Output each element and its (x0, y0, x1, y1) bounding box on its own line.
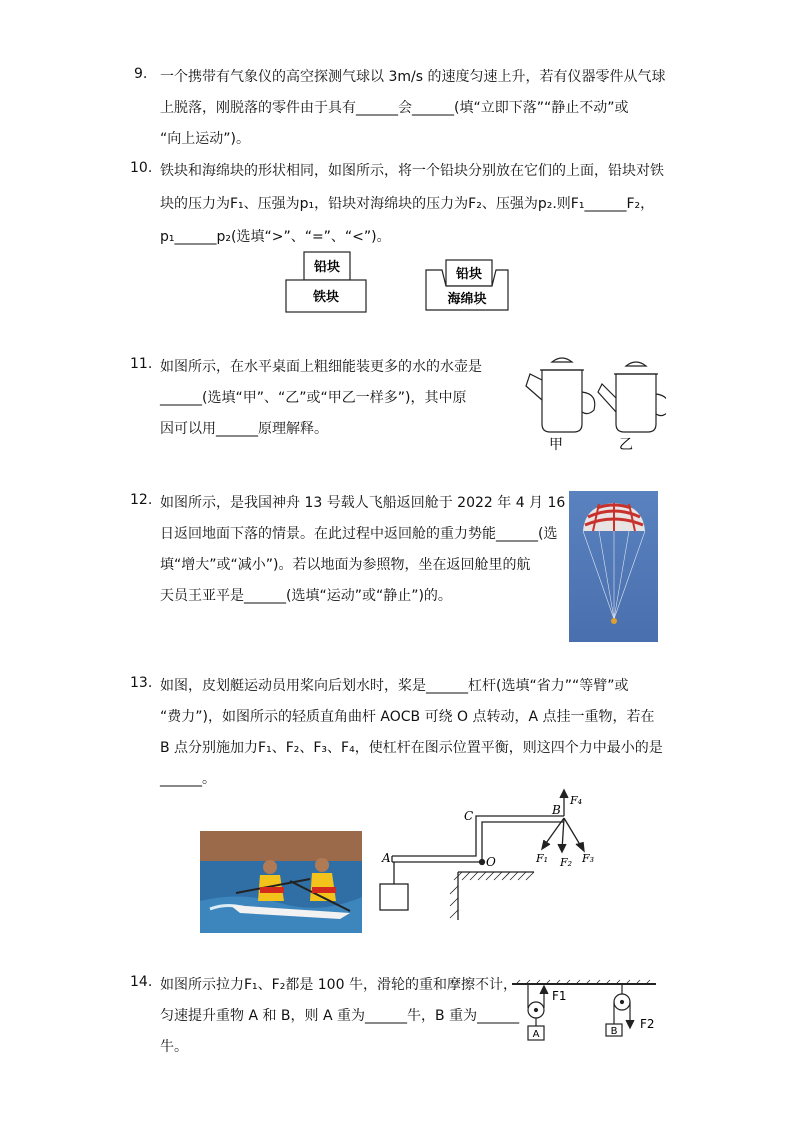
question-number: 12. (130, 492, 153, 508)
question-line: p₁______p₂(选填“>”、“=”、“<”)。 (160, 229, 391, 245)
lever-label-b: B (552, 803, 561, 817)
question-line: “费力”)，如图所示的轻质直角曲杆 AOCB 可绕 O 点转动，A 点挂一重物，若在 (160, 709, 655, 725)
sponge-block-label: 海绵块 (447, 292, 487, 307)
weight-label-b: B (610, 1026, 618, 1037)
question-line: 因可以用______原理解释。 (160, 421, 328, 437)
canoe-photo (200, 831, 362, 933)
pulleys-figure (508, 974, 660, 1046)
question-line: 如图所示，在水平桌面上粗细能装更多的水的水壶是 (160, 359, 482, 375)
question-line: 如图，皮划艇运动员用桨向后划水时，桨是______杠杆(选填“省力”“等臂”或 (160, 678, 629, 694)
force-label-f1: F₁ (536, 852, 549, 865)
parachute-photo (569, 491, 658, 642)
question-line: 一个携带有气象仪的高空探测气球以 3m/s 的速度匀速上升，若有仪器零件从气球 (160, 69, 666, 85)
lever-label-c: C (464, 809, 474, 823)
question-line: 铁块和海绵块的形状相同，如图所示，将一个铅块分别放在它们的上面，铅块对铁 (160, 163, 664, 179)
question-line: 如图所示拉力F₁、F₂都是 100 牛，滑轮的重和摩擦不计， (160, 977, 517, 993)
question-number: 10. (130, 160, 153, 176)
force-label-f4: F₄ (570, 794, 583, 807)
question-line: 天员王亚平是______(选填“运动”或“静止”)的。 (160, 588, 452, 604)
question-line: 块的压力为F₁、压强为p₁，铅块对海绵块的压力为F₂、压强为p₂.则F₁______F₂， (160, 196, 655, 212)
kettle-label-left: 甲 (549, 437, 563, 452)
lever-figure (372, 788, 612, 928)
pressure-blocks-figure (280, 248, 520, 318)
question-number: 13. (130, 675, 153, 691)
iron-block-label: 铁块 (312, 290, 340, 305)
lead-block-label-1: 铅块 (313, 260, 341, 275)
force-label-f3: F₃ (582, 852, 595, 865)
force-label-f2: F₂ (560, 856, 573, 869)
pulley-force-label-f2: F2 (640, 1017, 655, 1031)
question-line: 牛。 (160, 1039, 188, 1055)
pulley-force-label-f1: F1 (552, 989, 567, 1003)
question-number: 9. (134, 66, 148, 82)
weight-label-a: A (532, 1029, 540, 1040)
lead-block-label-2: 铅块 (455, 267, 483, 282)
question-number: 14. (130, 974, 153, 990)
question-number: 11. (130, 356, 153, 372)
kettle-label-right: 乙 (619, 437, 633, 452)
lever-label-o: O (486, 855, 496, 869)
question-line: “向上运动”)。 (160, 131, 250, 147)
question-line: 上脱落，刚脱落的零件由于具有______会______(填“立即下落”“静止不动”或 (160, 100, 629, 116)
question-line: ______。 (160, 771, 216, 787)
question-line: 如图所示，是我国神舟 13 号载人飞船返回舱于 2022 年 4 月 16 (160, 495, 566, 511)
question-line: B 点分别施加力F₁、F₂、F₃、F₄，使杠杆在图示位置平衡，则这四个力中最小的是 (160, 740, 663, 756)
question-line: 填“增大”或“减小”)。若以地面为参照物，坐在返回舱里的航 (160, 557, 531, 573)
lever-label-a: A (382, 851, 391, 865)
question-line: 日返回地面下落的情景。在此过程中返回舱的重力势能______(选 (160, 526, 558, 542)
question-line: 匀速提升重物 A 和 B，则 A 重为______牛，B 重为______ (160, 1008, 520, 1024)
kettles-figure (516, 352, 666, 452)
question-line: ______(选填“甲”、“乙”或“甲乙一样多”)，其中原 (160, 390, 467, 406)
